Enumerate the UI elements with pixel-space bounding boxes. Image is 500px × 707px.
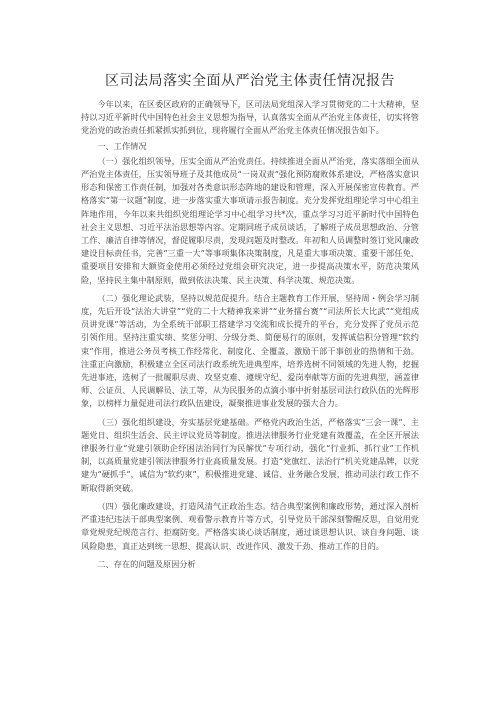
paragraph-organizational-building: （三）强化组织建设，夯实基层党建基础。严格党内政治生活，严格落实“三会一课”、主题党日、组织生活会、民主评议党员等制度。推进法律服务行业党建有效覆盖，在全区开展法律服务行业“党建引领助企纾困法治同行为民解忧”专项行动，强化“行业抓、抓行业”工作机制，以高质量党建引领法律服务行业高质量发展。打造“党旗红、法治行”机关党建品牌，以党建为“硬抓手”，诚信为“软约束”，积极推进党建、诚信、业务融合发展，推动司法行政工作不断取得新突破。	[81, 416, 419, 493]
paragraph-theoretical-armament: （二）强化理论武装，坚持以规范促提升。结合主题教育工作开展，坚持周・例会学习制度，先后开设“法治大讲堂”“党的二十大精神我来讲”“业务擂台赛”“司法所长大比武”“党组成员讲党课”等活动，为全系统干部职工搭建学习交流和成长提升的平台，充分发挥了党员示范引领作用。坚持注重实绩、奖惩分明、分级分类、简便易行的原则，发挥诚信积分管理“软约束”作用，推进公务员考核工作经常化、制度化、全覆盖，激励干部干事创业的热情和干劲。注重正向激励，积极建立全区司法行政系统先进典型库，培养选树不同领域的先进人物，挖掘先进事迹，选树了一批履职尽责、攻坚克难、遵规守纪、爱岗奉献等方面的先进典型，涵盖律师、公证员、人民调解员、法工等，从为民服务的点滴小事中折射基层司法行政队伍的光辉形象，以榜样力量促进司法行政队伍建设，凝聚推进事业发展的强大合力。	[81, 292, 419, 409]
paragraph-organizational-leadership: （一）强化组织领导，压实全面从严治党责任。持续推进全面从严治党，落实落细全面从严治党主体责任，压实领导班子及其他成员“一岗双责”强化预防腐败体系建设，严格落实意识形态和保密工作责任制，加强对各类意识形态阵地的建设和管理，深入开展保密宣传教育。严格落实“第一议题”制度，进一步落实重大事项请示报告制度。充分发挥党组理论学习中心组主阵地作用，今年以来共组织党组理论学习中心组学习共*次，重点学习习近平新时代中国特色社会主义思想、习近平法治思想等内容。定期同班子成员谈话，了解班子成员思想政治、分管工作、廉洁自律等情况，督促履职尽责，发现问题及时整改。年初和人员调整时签订党风廉政建设目标责任书，完善“三重一大”等事项集体决策制度，凡是重大事项决策、重要干部任免、重要项目安排和大额资金使用必须经过党组会研究决定，进一步提高决策水平，防范决策风险，坚持民主集中制原则，做到依法决策、民主决策、科学决策、规范决策。	[81, 155, 419, 285]
section-heading-problems-analysis: 二、存在的问题及原因分析	[97, 558, 196, 569]
section-heading-work-status: 一、工作情况	[97, 140, 147, 151]
document-title: 区司法局落实全面从严治党主体责任情况报告	[105, 73, 395, 89]
intro-paragraph: 今年以来，在区委区政府的正确领导下，区司法局党组深入学习贯彻党的二十大精神，坚持以习近平新时代中国特色社会主义思想为指导，认真落实全面从严治党主体责任，切实将管党治党的政治责任抓紧抓实抓到位，现将履行全面从严治党主体责任情况报告如下。	[81, 99, 419, 136]
paragraph-integrity-building: （四）强化廉政建设，打造风清气正政治生态。结合典型案例和廉政形势，通过深入剖析严重违纪违法干部典型案例、观看警示教育片等方式，引导党员干部深刻警醒反思，自觉用党章党规党纪规范言行、拒腐防变。严格落实谈心谈话制度，通过谈思想认识、谈自身问题、谈风险隐患，真正达到统一思想、提高认识、改进作风、激发干劲、推动工作的目的。	[81, 500, 419, 551]
document-body	[81, 98, 419, 571]
